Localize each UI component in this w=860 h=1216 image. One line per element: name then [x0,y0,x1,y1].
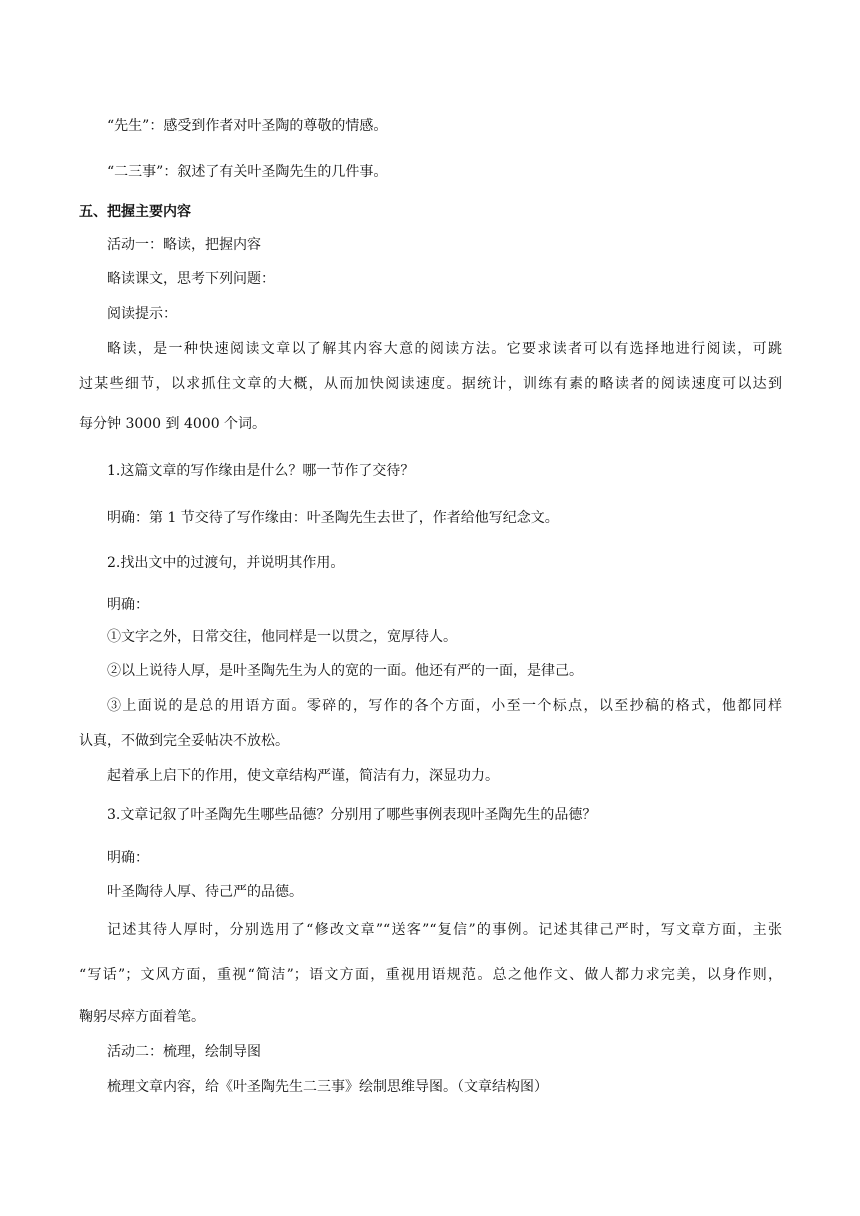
answer-2-item-3-line-1: ③上面说的是总的用语方面。零碎的，写作的各个方面，小至一个标点，以至抄稿的格式，他都同样 [107,698,782,714]
answer-2-summary: 起着承上启下的作用，使文章结构严谨，简洁有力，深显功力。 [107,768,499,784]
answer-2-item-2: ②以上说待人厚，是叶圣陶先生为人的宽的一面。他还有严的一面，是律己。 [107,663,583,679]
reading-tip-line-1: 略读，是一种快速阅读文章以了解其内容大意的阅读方法。它要求读者可以有选择地进行阅读，可跳 [107,341,782,357]
activity-one-title: 活动一：略读，把握内容 [107,237,261,253]
question-1: 1.这篇文章的写作缘由是什么？哪一节作了交待？ [107,463,415,479]
question-3: 3.文章记叙了叶圣陶先生哪些品德？分别用了哪些事例表现叶圣陶先生的品德？ [107,807,597,823]
question-2: 2.找出文中的过渡句，并说明其作用。 [107,555,345,571]
answer-3-line-4: 鞠躬尽瘁方面着笔。 [79,1009,205,1025]
text-line-skim-instruction: 略读课文，思考下列问题： [107,271,275,287]
answer-2-item-3-line-2: 认真，不做到完全妥帖决不放松。 [79,733,289,749]
text-line-ersanshi: “二三事”：叙述了有关叶圣陶先生的几件事。 [107,164,388,180]
reading-tip-line-2: 过某些细节，以求抓住文章的大概，从而加快阅读速度。据统计，训练有素的略读者的阅读速度可以达到 [79,376,782,392]
reading-tip-line-3: 每分钟 3000 到 4000 个词。 [79,416,267,432]
answer-1: 明确：第 1 节交待了写作缘由：叶圣陶先生去世了，作者给他写纪念文。 [107,510,559,526]
answer-3-label: 明确： [107,850,149,866]
answer-3-line-3: “写话”；文风方面，重视“简洁”；语文方面，重视用语规范。总之他作文、做人都力求完美，以身作则， [79,967,782,983]
activity-two-title: 活动二：梳理，绘制导图 [107,1044,261,1060]
answer-2-item-1: ①文字之外，日常交往，他同样是一以贯之，宽厚待人。 [107,629,457,645]
section-heading-five: 五、把握主要内容 [79,204,191,220]
activity-two-instruction: 梳理文章内容，给《叶圣陶先生二三事》绘制思维导图。（文章结构图） [107,1079,548,1095]
text-line-xiansheng: “先生”：感受到作者对叶圣陶的尊敬的情感。 [107,118,388,134]
answer-3-line-1: 叶圣陶待人厚、待己严的品德。 [107,884,303,900]
reading-tip-label: 阅读提示： [107,306,177,322]
answer-2-label: 明确： [107,597,149,613]
answer-3-line-2: 记述其待人厚时，分别选用了“修改文章”“送客”“复信”的事例。记述其律己严时，写文章方面，主张 [107,922,782,938]
